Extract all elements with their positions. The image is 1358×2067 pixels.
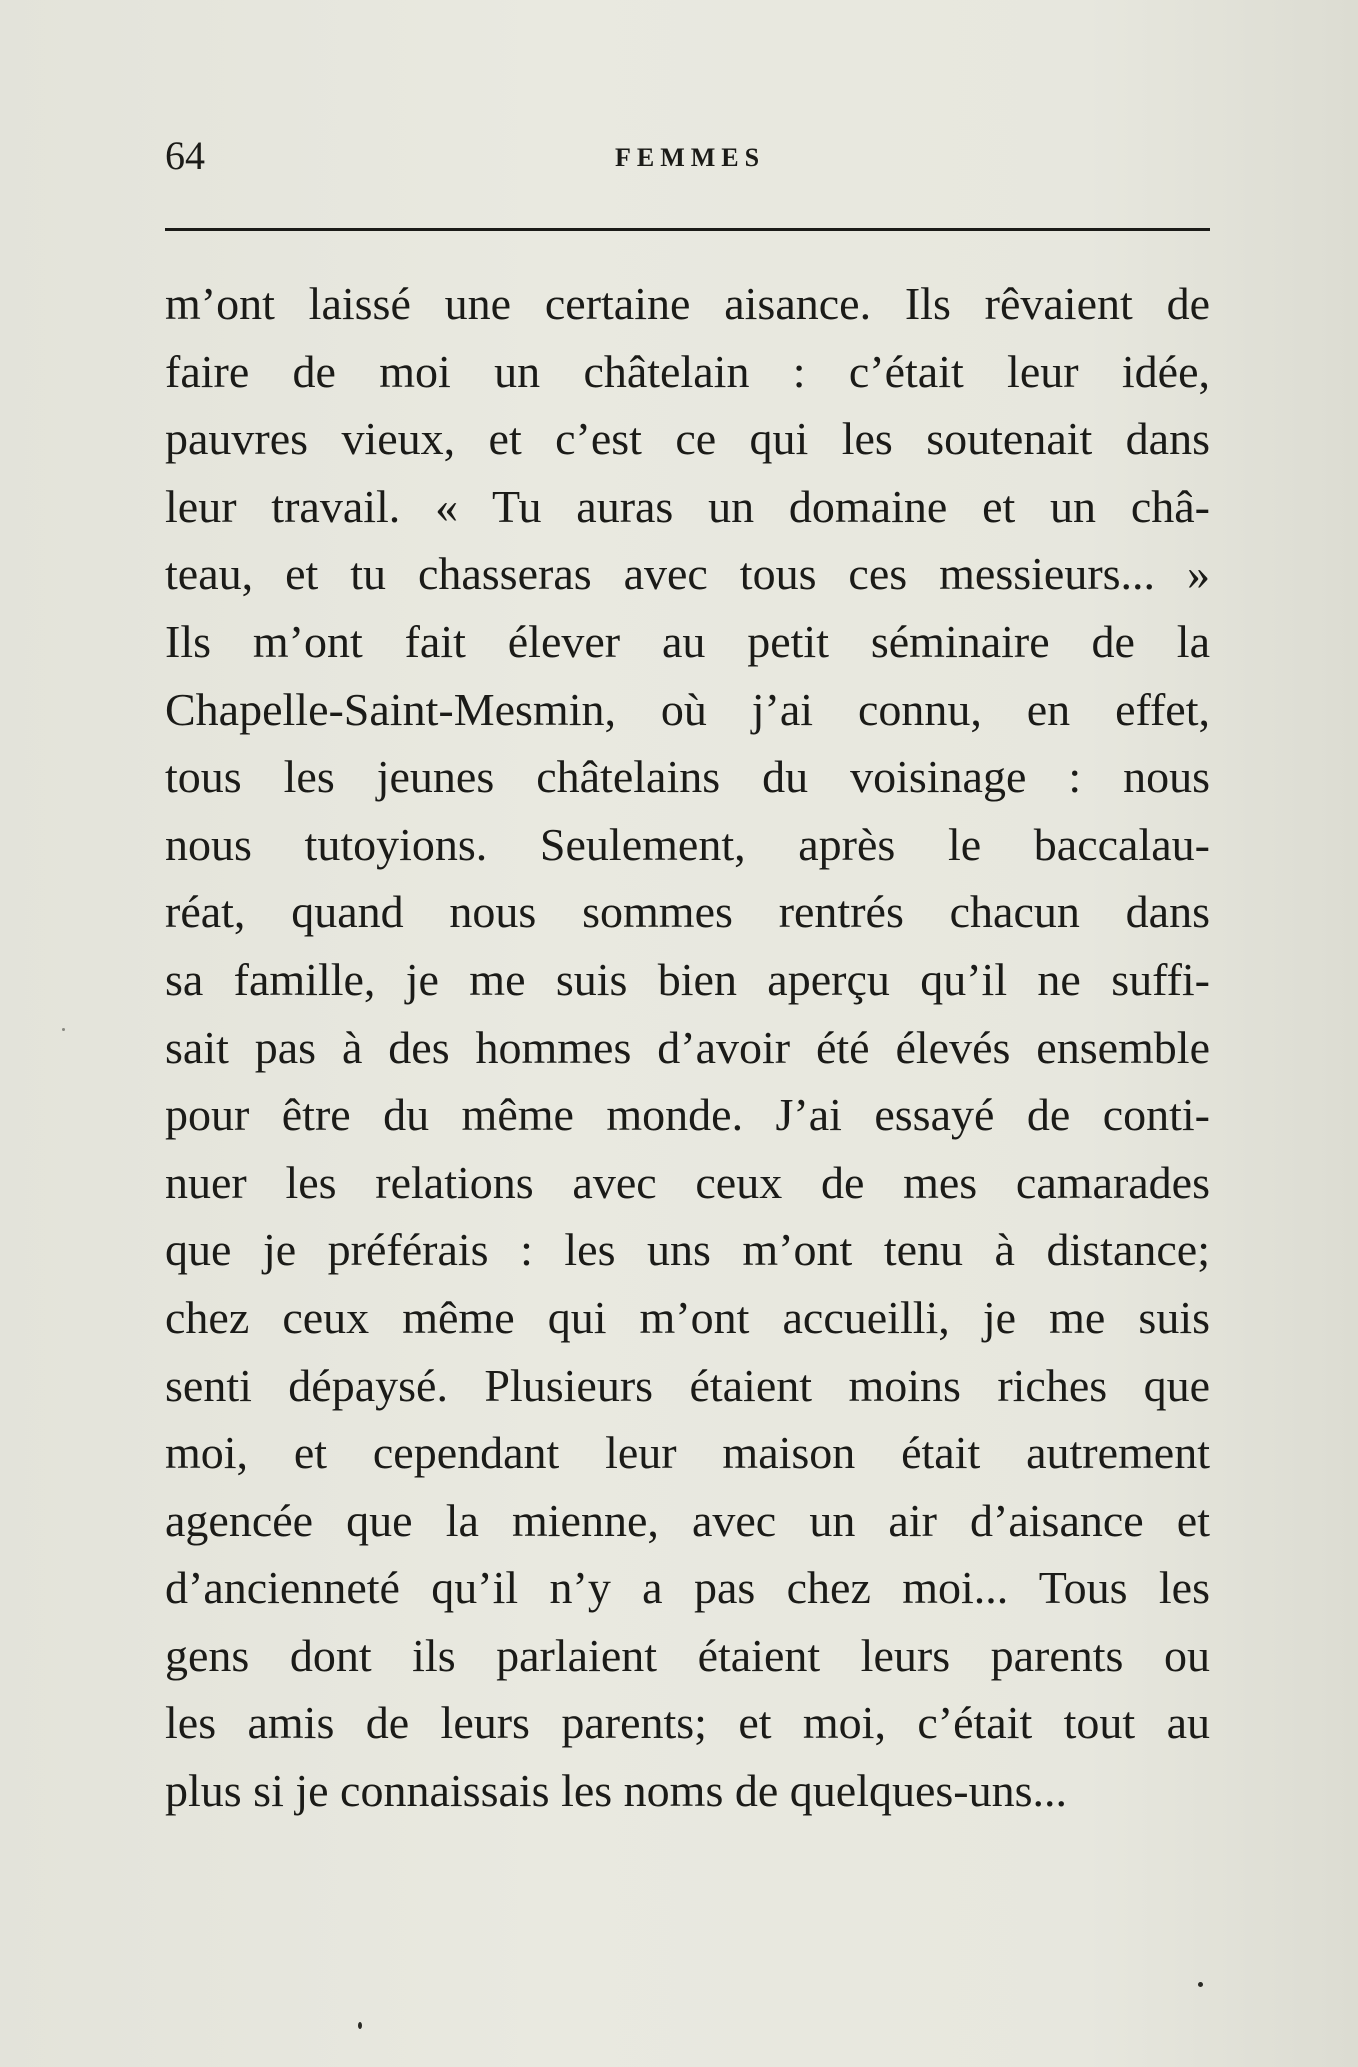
text-line: tous les jeunes châtelains du voisinage : nous — [165, 751, 1210, 803]
text-line: pour être du même monde. J’ai essayé de conti- — [165, 1089, 1210, 1141]
text-line: Chapelle-Saint-Mesmin, où j’ai connu, en effet, — [165, 683, 1210, 735]
running-title: FEMMES — [615, 143, 766, 172]
text-line: chez ceux même qui m’ont accueilli, je me suis — [165, 1291, 1210, 1343]
text-line: leur travail. « Tu auras un domaine et un châ- — [165, 480, 1210, 532]
text-line: moi, et cependant leur maison était autrement — [165, 1427, 1210, 1479]
page-header — [165, 132, 1210, 188]
text-line: teau, et tu chasseras avec tous ces messieurs... » — [165, 548, 1210, 600]
text-line: m’ont laissé une certaine aisance. Ils rêvaient de — [165, 278, 1210, 329]
text-line: pauvres vieux, et c’est ce qui les soutenait dans — [165, 413, 1210, 465]
page-number: 64 — [165, 133, 205, 178]
text-line: faire de moi un châtelain : c’était leur idée, — [165, 345, 1210, 397]
paper-speck — [358, 2022, 362, 2029]
text-line: agencée que la mienne, avec un air d’aisance et — [165, 1494, 1210, 1546]
text-line: d’ancienneté qu’il n’y a pas chez moi... Tous les — [165, 1562, 1210, 1614]
text-line: réat, quand nous sommes rentrés chacun dans — [165, 886, 1210, 938]
text-line: sa famille, je me suis bien aperçu qu’il ne suffi- — [165, 953, 1210, 1005]
text-line: nous tutoyions. Seulement, après le baccalau- — [165, 818, 1210, 870]
text-line: Ils m’ont fait élever au petit séminaire de la — [165, 615, 1210, 667]
header-rule — [165, 228, 1210, 231]
text-line: sait pas à des hommes d’avoir été élevés ensemble — [165, 1021, 1210, 1073]
paper-speck — [1198, 1982, 1203, 1987]
text-line: plus si je connaissais les noms de quelques-uns... — [165, 1765, 1068, 1817]
text-line: nuer les relations avec ceux de mes camarades — [165, 1156, 1210, 1208]
text-line: gens dont ils parlaient étaient leurs parents ou — [165, 1629, 1210, 1681]
paper-speck — [62, 1028, 65, 1031]
text-line: senti dépaysé. Plusieurs étaient moins riches que — [165, 1359, 1210, 1411]
text-line: les amis de leurs parents; et moi, c’était tout au — [165, 1697, 1210, 1749]
text-line: que je préférais : les uns m’ont tenu à distance; — [165, 1224, 1210, 1276]
body-text — [165, 270, 1210, 1825]
